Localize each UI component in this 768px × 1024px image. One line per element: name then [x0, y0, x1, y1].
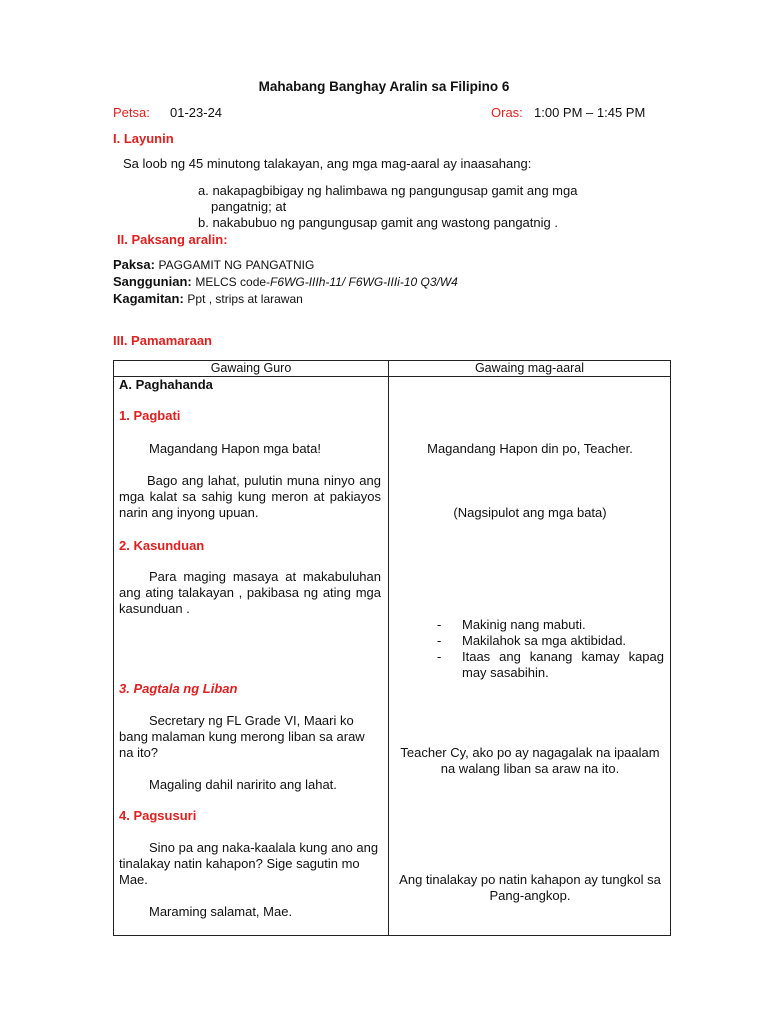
student-secretary-response: Teacher Cy, ako po ay nagagalak na ipaalam na walang liban sa araw na ito. — [400, 745, 660, 776]
time-label: Oras: — [491, 105, 523, 120]
kasunduan-heading: 2. Kasunduan — [119, 538, 205, 553]
teacher-magaling: Magaling dahil naririto ang lahat. — [149, 777, 337, 792]
paksa-value: PAGGAMIT NG PANGATNIG — [158, 258, 315, 272]
pagsusuri-heading: 4. Pagsusuri — [119, 808, 197, 823]
document-title: Mahabang Banghay Aralin sa Filipino 6 — [258, 79, 510, 94]
date-value: 01-23-24 — [170, 105, 223, 120]
sanggunian-label: Sanggunian: — [113, 274, 192, 289]
paksa-label: Paksa: — [113, 257, 155, 272]
section-pamamaraan-heading: III. Pamamaraan — [113, 333, 212, 348]
part-a-heading: A. Paghahanda — [119, 377, 213, 392]
section-layunin-heading: I. Layunin — [113, 131, 174, 146]
pagtala-heading: 3. Pagtala ng Liban — [119, 681, 238, 696]
list-item: - Makilahok sa mga aktibidad. — [437, 633, 627, 648]
sanggunian-line — [113, 274, 458, 289]
kagamitan-line — [113, 291, 303, 306]
list-item: - Makinig nang mabuti. — [437, 617, 586, 632]
date-label: Petsa: — [113, 105, 150, 120]
teacher-column — [114, 377, 389, 936]
list-item: - Itaas ang kanang kamay kapag may sasabihin. — [437, 649, 664, 680]
layunin-intro: Sa loob ng 45 minutong talakayan, ang mga mag-aaral ay inaasahang: — [123, 156, 532, 171]
student-pickup-response: (Nagsipulot ang mga bata) — [453, 505, 607, 520]
student-rules-list — [437, 617, 664, 681]
student-review-response: Ang tinalakay po natin kahapon ay tungkol sa Pang-angkop. — [399, 872, 661, 903]
paksa-line — [113, 257, 314, 272]
sanggunian-codes: F6WG-IIIh-11/ F6WG-IIIi-10 Q3/W4 — [270, 275, 458, 289]
teacher-secretary-question: Secretary ng FL Grade VI, Maari ko bang malaman kung merong liban sa araw na ito? — [119, 713, 365, 760]
time-value: 1:00 PM – 1:45 PM — [534, 105, 646, 120]
teacher-review-question: Sino pa ang naka-kaalala kung ano ang tinalakay natin kahapon? Sige sagutin mo Mae. — [119, 840, 379, 887]
teacher-pickup-instruction: Bago ang lahat, pulutin muna ninyo ang mga kalat sa sahig kung meron at pakiayos narin ang inyong upuan. — [119, 473, 381, 520]
kagamitan-value: Ppt , strips at larawan — [187, 292, 303, 306]
student-greeting: Magandang Hapon din po, Teacher. — [427, 441, 633, 456]
col-header-student: Gawaing mag-aaral — [389, 361, 671, 377]
teacher-greeting: Magandang Hapon mga bata! — [149, 441, 322, 456]
objective-a-line1: a. nakapagbibigay ng halimbawa ng pangungusap gamit ang mga — [198, 183, 578, 198]
objective-a-line2: pangatnig; at — [211, 199, 287, 214]
col-header-teacher: Gawaing Guro — [114, 361, 389, 377]
teacher-thanks: Maraming salamat, Mae. — [149, 904, 293, 919]
section-paksang-aralin-heading: II. Paksang aralin: — [117, 232, 228, 247]
procedure-table — [113, 360, 671, 936]
teacher-kasunduan-instruction: Para maging masaya at makabuluhan ang ating talakayan , pakibasa ng ating mga kasunduan . — [119, 569, 381, 616]
kagamitan-label: Kagamitan: — [113, 291, 184, 306]
student-column — [389, 377, 671, 936]
sanggunian-value: MELCS code- — [195, 275, 271, 289]
pagbati-heading: 1. Pagbati — [119, 408, 181, 423]
objective-b: b. nakabubuo ng pangungusap gamit ang wastong pangatnig . — [198, 215, 558, 230]
